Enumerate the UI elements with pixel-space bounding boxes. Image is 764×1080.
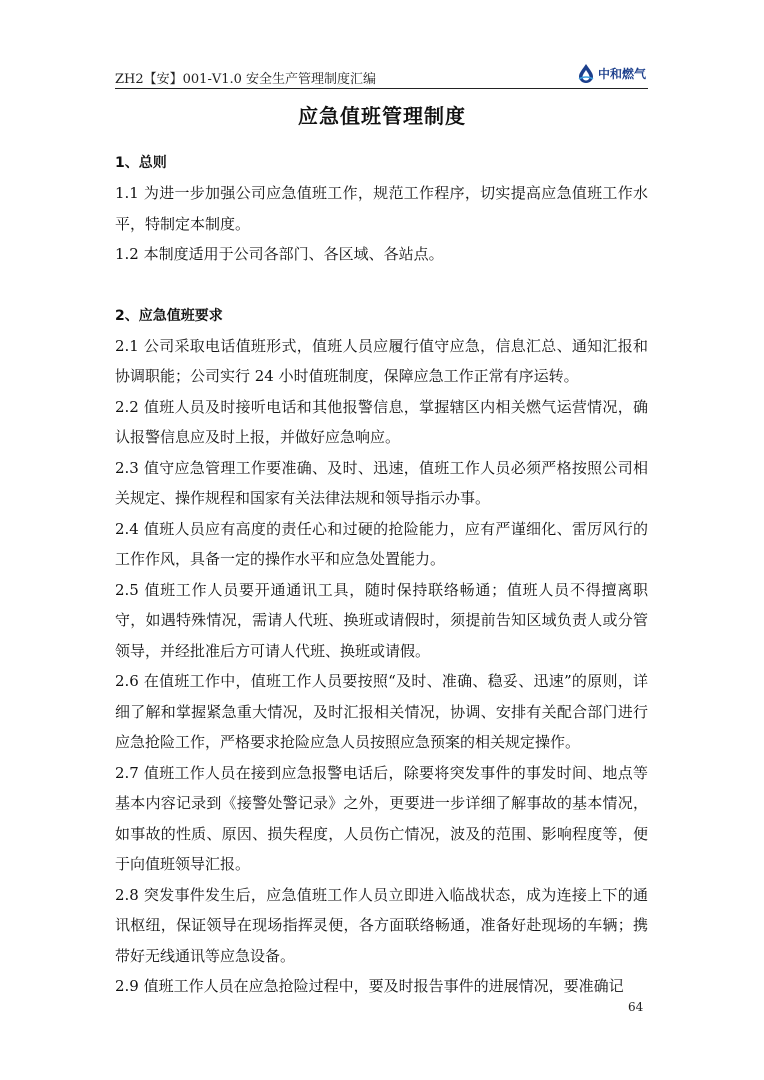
paragraph: 2.2 值班人员及时接听电话和其他报警信息，掌握辖区内相关燃气运营情况，确认报警信息应及时上报，并做好应急响应。 — [115, 397, 648, 446]
logo-text: 中和燃气 — [597, 66, 646, 81]
paragraph: 2.5 值班工作人员要开通通讯工具，随时保持联络畅通；值班人员不得擅离职守，如遇特殊情况，需请人代班、换班或请假时，须提前告知区域负责人或分管领导，并经批准后方可请人代班、换班或请假。 — [115, 580, 648, 660]
paragraph: 2.6 在值班工作中，值班工作人员要按照“及时、准确、稳妥、迅速”的原则，详细了解和掌握紧急重大情况，及时汇报相关情况，协调、安排有关配合部门进行应急抢险工作，严格要求抢险应急人员按照应急预案的相关规定操作。 — [115, 672, 648, 751]
flame-drop-icon — [577, 63, 595, 83]
section-spacer — [115, 270, 648, 301]
paragraph: 2.3 值守应急管理工作要准确、及时、迅速，值班工作人员必须严格按照公司相关规定、操作规程和国家有关法律法规和领导指示办事。 — [115, 458, 648, 507]
paragraph: 2.4 值班人员应有高度的责任心和过硬的抢险能力，应有严谨细化、雷厉风行的工作作风，具备一定的操作水平和应急处置能力。 — [115, 519, 648, 568]
header-rule — [115, 88, 648, 89]
section-heading: 2、应急值班要求 — [115, 307, 223, 324]
page-number: 64 — [628, 1000, 644, 1014]
paragraph: 2.8 突发事件发生后，应急值班工作人员立即进入临战状态，成为连接上下的通讯枢纽，保证领导在现场指挥灵便，各方面联络畅通，准备好赴现场的车辆；携带好无线通讯等应急设备。 — [115, 885, 648, 965]
document-body — [115, 148, 648, 1002]
paragraph: 1.2 本制度适用于公司各部门、各区域、各站点。 — [115, 245, 444, 263]
paragraph: 2.7 值班工作人员在接到应急报警电话后，除要将突发事件的事发时间、地点等基本内容记录到《接警处警记录》之外，更要进一步详细了解事故的基本情况，如事故的性质、原因、损失程度，人员伤亡情况，波及的范围、影响程度等，便于向值班领导汇报。 — [115, 763, 648, 873]
company-logo — [577, 62, 646, 84]
page-title: 应急值班管理制度 — [298, 104, 466, 128]
page-header — [115, 62, 648, 88]
paragraph: 2.1 公司采取电话值班形式，值班人员应履行值守应急，信息汇总、通知汇报和协调职能；公司实行 24 小时值班制度，保障应急工作正常有序运转。 — [115, 336, 648, 385]
paragraph: 2.9 值班工作人员在应急抢险过程中，要及时报告事件的进展情况，要准确记 — [115, 977, 624, 995]
paragraph: 1.1 为进一步加强公司应急值班工作，规范工作程序，切实提高应急值班工作水平，特制定本制度。 — [115, 184, 648, 233]
header-doc-code: ZH2【安】001-V1.0 安全生产管理制度汇编 — [115, 72, 377, 87]
section-heading: 1、总则 — [115, 155, 167, 171]
